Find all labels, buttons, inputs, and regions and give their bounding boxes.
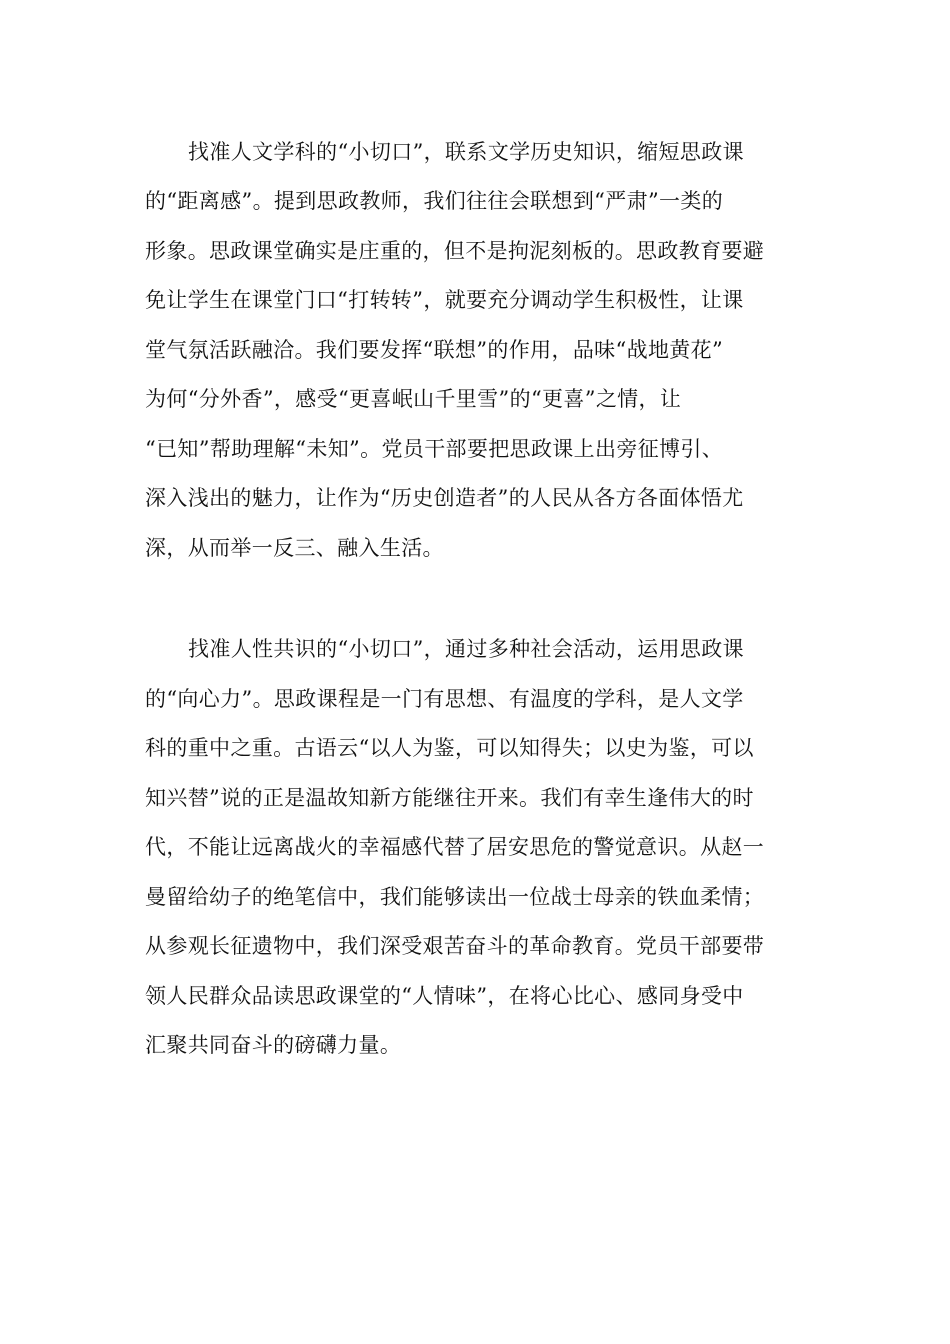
paragraph-line: 领人民群众品读思政课堂的“人情味”，在将心比心、感同身受中 (145, 984, 744, 1008)
paragraph-line: 汇聚共同奋斗的磅礴力量。 (145, 1033, 402, 1057)
paragraph-line: 免让学生在课堂门口“打转转”，就要充分调动学生积极性，让课 (145, 288, 744, 312)
paragraph-line: 找准人文学科的“小切口”，联系文学历史知识，缩短思政课 (188, 140, 744, 164)
paragraph-line: 知兴替”说的正是温故知新方能继往开来。我们有幸生逢伟大的时 (145, 786, 754, 810)
paragraph-line: 的“距离感”。提到思政教师，我们往往会联想到“严肃”一类的 (145, 189, 724, 213)
paragraph-line: 堂气氛活跃融洽。我们要发挥“联想”的作用，品味“战地黄花” (145, 338, 724, 362)
paragraph-line: 深，从而举一反三、融入生活。 (145, 536, 444, 560)
paragraph-line: 形象。思政课堂确实是庄重的，但不是拘泥刻板的。思政教育要避 (145, 239, 765, 263)
paragraph-line: 代，不能让远离战火的幸福感代替了居安思危的警觉意识。从赵一 (145, 835, 765, 859)
paragraph-line: 为何“分外香”，感受“更喜岷山千里雪”的“更喜”之情，让 (145, 387, 682, 411)
paragraph-line: 从参观长征遗物中，我们深受艰苦奋斗的革命教育。党员干部要带 (145, 934, 765, 958)
paragraph-line: 深入浅出的魅力，让作为“历史创造者”的人民从各方各面体悟尤 (145, 486, 744, 510)
paragraph-line: 找准人性共识的“小切口”，通过多种社会活动，运用思政课 (188, 637, 744, 661)
paragraph-line: 科的重中之重。古语云“以人为鉴，可以知得失；以史为鉴，可以 (145, 736, 754, 760)
paragraph-line: 曼留给幼子的绝笔信中，我们能够读出一位战士母亲的铁血柔情； (145, 885, 765, 909)
paragraph-line: 的“向心力”。思政课程是一门有思想、有温度的学科，是人文学 (145, 687, 744, 711)
paragraph-line: “已知”帮助理解“未知”。党员干部要把思政课上出旁征博引、 (145, 437, 724, 461)
